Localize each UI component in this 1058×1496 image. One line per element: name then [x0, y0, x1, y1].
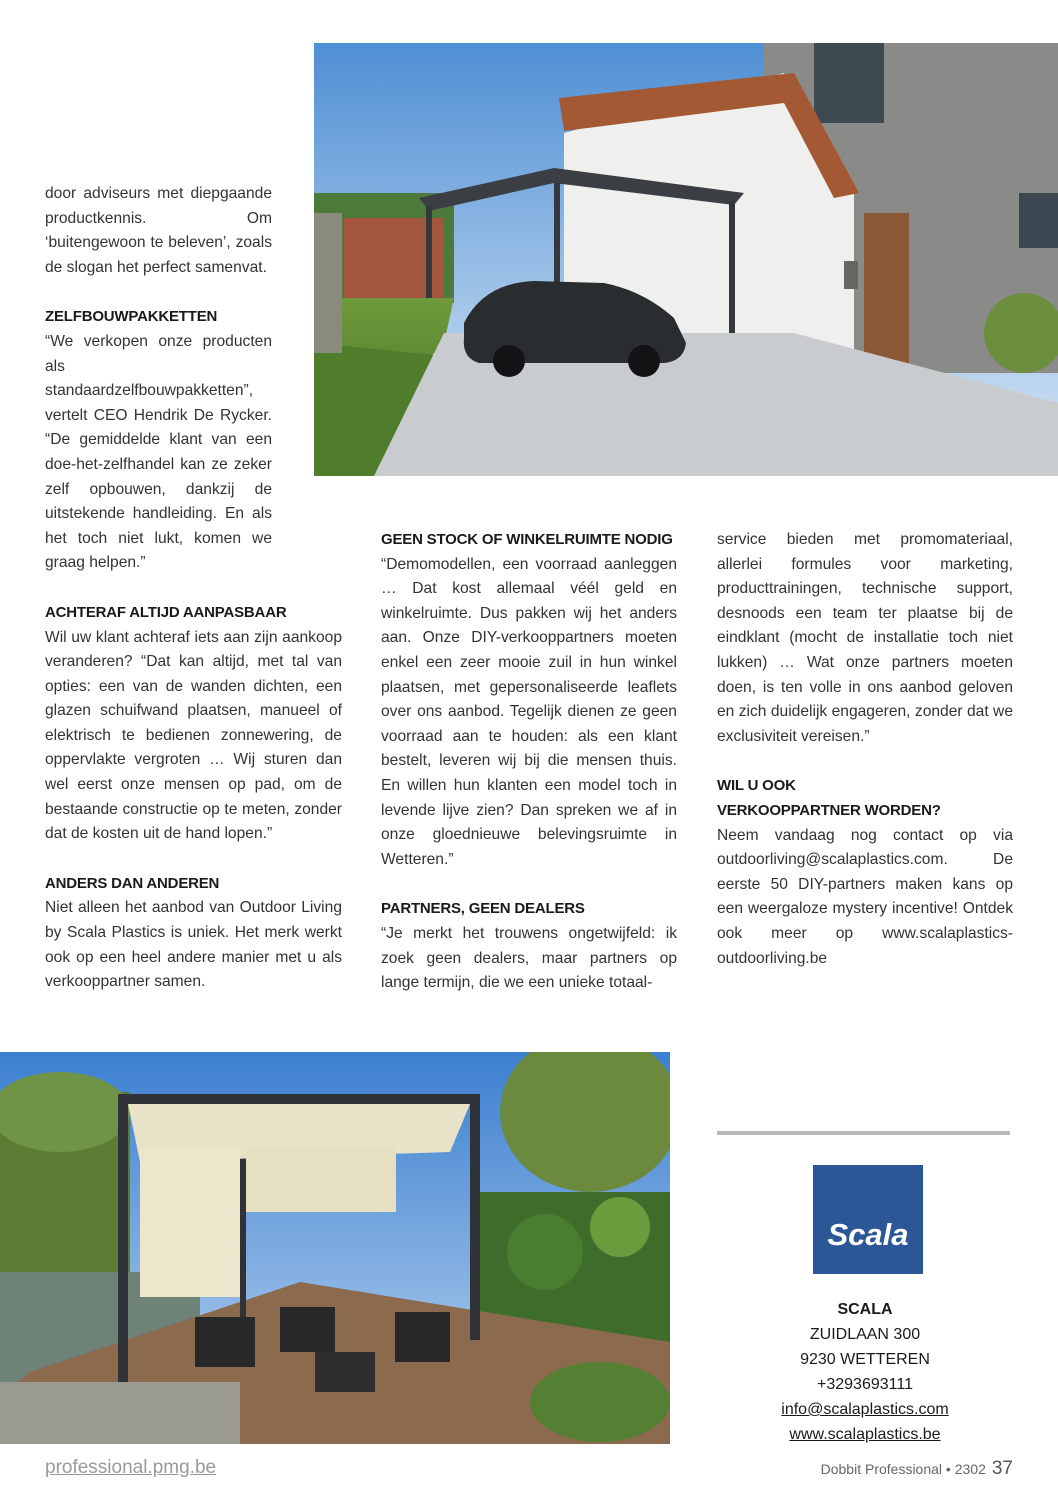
paragraph-anders: Niet alleen het aanbod van Outdoor Living by Scala Plastics is uniek. Het merk werkt ook op een heel andere manier met u als verkooppartner samen. [45, 899, 342, 991]
heading-achteraf: ACHTERAF ALTIJD AANPASBAAR [45, 603, 287, 621]
paragraph-zelfbouwpakketten: “We verkopen onze producten als standaardzelfbouwpakketten”, vertelt CEO Hendrik De Rycker. “De gemiddelde klant van een doe-het-zelfhandel kan ze zeker zelf opbouwen, dankzij de uitstekende handleiding. En als het toch niet lukt, komen we graag helpen.” [45, 332, 272, 572]
street-address: ZUIDLAAN 300 [809, 1326, 921, 1343]
paragraph-geen-stock: “Demomodellen, een voorraad aanleggen … Dat kost allemaal véél geld en winkelruimte. Dus pakken wij het anders aan. Onze DIY-verkooppartners moeten enkel een zeer mooie zuil in hun winkel plaatsen, met gepersonaliseerde leaflets over ons aanbod. Tegelijk dienen ze geen voorraad aan te houden: als een klant bestelt, leveren wij bij die mensen thuis. En willen hun klanten een model toch in levende lijve zien? Dan spreken we af in onze gloednieuwe belevingsruimte in Wetteren.” [381, 555, 677, 868]
column-1 [45, 182, 342, 995]
heading-partner-worden-2: VERKOOPPARTNER WORDEN? [717, 801, 941, 819]
heading-anders: ANDERS DAN ANDEREN [45, 874, 220, 892]
column-3 [717, 528, 1013, 971]
carport-photo [314, 43, 1058, 476]
contact-block [740, 1297, 990, 1447]
footer-site-link[interactable]: professional.pmg.be [45, 1457, 217, 1478]
city-address: 9230 WETTEREN [800, 1351, 930, 1368]
footer-issue-text: Dobbit Professional • 2302 [820, 1461, 986, 1477]
heading-partners: PARTNERS, GEEN DEALERS [381, 900, 585, 918]
company-name: SCALA [837, 1301, 893, 1318]
heading-geen-stock: GEEN STOCK OF WINKELRUIMTE NODIG [381, 531, 673, 548]
separator-line [717, 1131, 1010, 1135]
paragraph-achteraf: Wil uw klant achteraf iets aan zijn aankoop veranderen? “Dat kan altijd, met tal van opties: een van de wanden dichten, een glazen schuifwand plaatsen, manueel of elektrisch te bedienen zonnewering, de oppervlakte vergroten … Wij sturen dan wel eerst onze mensen op pad, om de bestaande constructie op te meten, zonder dat de kosten uit de hand lopen.” [45, 628, 342, 843]
intro-paragraph: door adviseurs met diepgaande productkennis. Om ‘buitengewoon te beleven’, zoals de slogan het perfect samenvat. [45, 185, 272, 276]
column-2 [381, 528, 677, 996]
paragraph-contact: Neem vandaag nog contact op via outdoorliving@scalaplastics.com. De eerste 50 DIY-partners maken kans op een weergaloze mystery incentive! Ontdek ook meer op www.scalaplastics-outdoorliving.be [717, 826, 1013, 967]
pergola-photo [0, 1052, 670, 1444]
scala-logo-text: Scala [827, 1217, 909, 1252]
paragraph-partners: “Je merkt het trouwens ongetwijfeld: ik zoek geen dealers, maar partners op lange termijn, die we een unieke totaal- [381, 924, 677, 992]
paragraph-service: service bieden met promomateriaal, allerlei formules voor marketing, producttrainingen, technische support, desnoods een team ter plaatse bij de eindklant (mocht de installatie toch niet lukken) … Wat onze partners moeten doen, is ten volle in ons aanbod geloven en zich duidelijk engageren, zonder dat we exclusiviteit vereisen.” [717, 531, 1013, 745]
footer-issue [821, 1458, 1013, 1480]
phone-number: +3293693111 [817, 1376, 913, 1393]
scala-logo [813, 1165, 923, 1274]
email-link[interactable]: info@scalaplastics.com [781, 1401, 949, 1418]
heading-zelfbouwpakketten: ZELFBOUWPAKKETTEN [45, 308, 218, 326]
heading-partner-worden-1: WIL U OOK [717, 777, 796, 795]
page-number: 37 [991, 1458, 1013, 1479]
website-link[interactable]: www.scalaplastics.be [789, 1426, 941, 1443]
